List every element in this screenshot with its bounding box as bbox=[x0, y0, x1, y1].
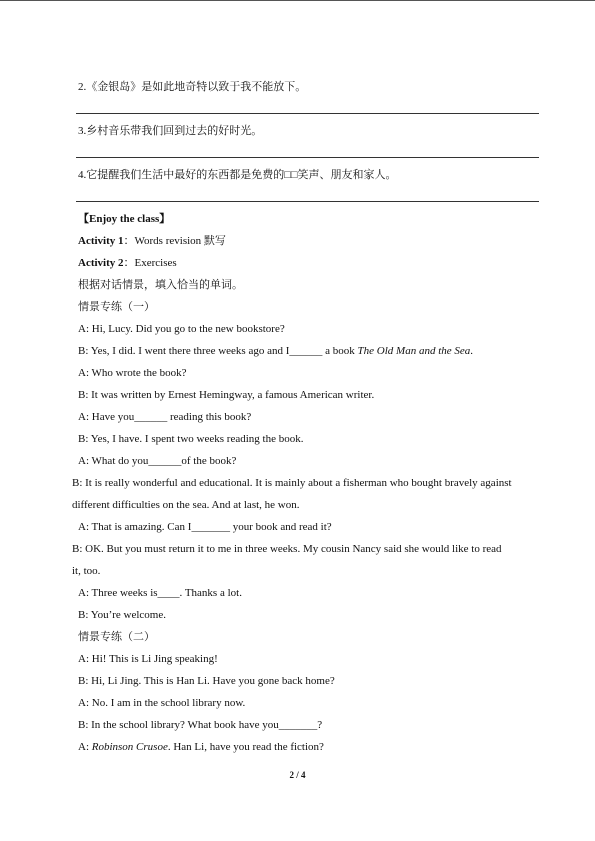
dialogue-line: A: What do you______of the book? bbox=[78, 455, 237, 467]
dialogue-line: A: Who wrote the book? bbox=[78, 367, 187, 379]
dialogue-line: A: That is amazing. Can I_______ your book and read it? bbox=[78, 521, 332, 533]
activity-2-text: Exercises bbox=[134, 257, 177, 269]
section-title: 【Enjoy the class】 bbox=[78, 213, 171, 225]
sentence-3: 3.乡村音乐带我们回到过去的好时光。 bbox=[78, 125, 263, 137]
sentence-2: 2.《金银岛》是如此地奇特以致于我不能放下。 bbox=[78, 81, 307, 93]
dialogue-text: . Han Li, have you read the fiction? bbox=[167, 741, 324, 753]
answer-line-2[interactable] bbox=[76, 113, 539, 114]
activity-1 bbox=[78, 234, 226, 248]
book-title: The Old Man and the Sea bbox=[357, 345, 471, 357]
book-title: Robinson Crusoe bbox=[91, 741, 168, 753]
activity-1-label: Activity 1 bbox=[78, 235, 124, 247]
activity-1-text: Words revision 默写 bbox=[134, 235, 226, 247]
dialogue-line: B: You’re welcome. bbox=[78, 609, 166, 621]
dialogue-line: A: Hi! This is Li Jing speaking! bbox=[78, 653, 218, 665]
dialogue-line: A: Three weeks is____. Thanks a lot. bbox=[78, 587, 242, 599]
dialogue-line: different difficulties on the sea. And at last, he won. bbox=[72, 499, 300, 511]
dialogue-line: B: It is really wonderful and educational. It is mainly about a fisherman who bought bravely against bbox=[72, 477, 512, 489]
dialogue-line: B: In the school library? What book have you_______? bbox=[78, 719, 323, 731]
dialogue-line: it, too. bbox=[72, 565, 101, 577]
dialogue-line bbox=[78, 740, 324, 754]
dialogue-line: A: No. I am in the school library now. bbox=[78, 697, 246, 709]
dialogue-line bbox=[78, 344, 473, 358]
top-border bbox=[0, 0, 595, 1]
dialogue-text: A: bbox=[78, 741, 92, 753]
activity-2 bbox=[78, 256, 177, 270]
activity-1-sep: ： bbox=[123, 235, 135, 247]
dialogue-line: B: OK. But you must return it to me in three weeks. My cousin Nancy said she would like to read bbox=[72, 543, 502, 555]
instruction: 根据对话情景，填入恰当的单词。 bbox=[78, 279, 243, 291]
scene-2-title: 情景专练（二） bbox=[78, 631, 155, 643]
answer-line-4[interactable] bbox=[76, 201, 539, 202]
activity-2-sep: ： bbox=[123, 257, 135, 269]
page-number: 2 / 4 bbox=[289, 770, 306, 780]
dialogue-text: . bbox=[470, 345, 474, 357]
sentence-4: 4.它提醒我们生活中最好的东西都是免费的□□笑声、朋友和家人。 bbox=[78, 169, 397, 181]
dialogue-line: A: Hi, Lucy. Did you go to the new bookstore? bbox=[78, 323, 285, 335]
answer-line-3[interactable] bbox=[76, 157, 539, 158]
activity-2-label: Activity 2 bbox=[78, 257, 124, 269]
dialogue-line: B: Hi, Li Jing. This is Han Li. Have you gone back home? bbox=[78, 675, 335, 687]
dialogue-line: A: Have you______ reading this book? bbox=[78, 411, 252, 423]
dialogue-line: B: Yes, I have. I spent two weeks reading the book. bbox=[78, 433, 304, 445]
scene-1-title: 情景专练（一） bbox=[78, 301, 155, 313]
dialogue-line: B: It was written by Ernest Hemingway, a famous American writer. bbox=[78, 389, 375, 401]
dialogue-text: B: Yes, I did. I went there three weeks ago and I______ a book bbox=[78, 345, 358, 357]
